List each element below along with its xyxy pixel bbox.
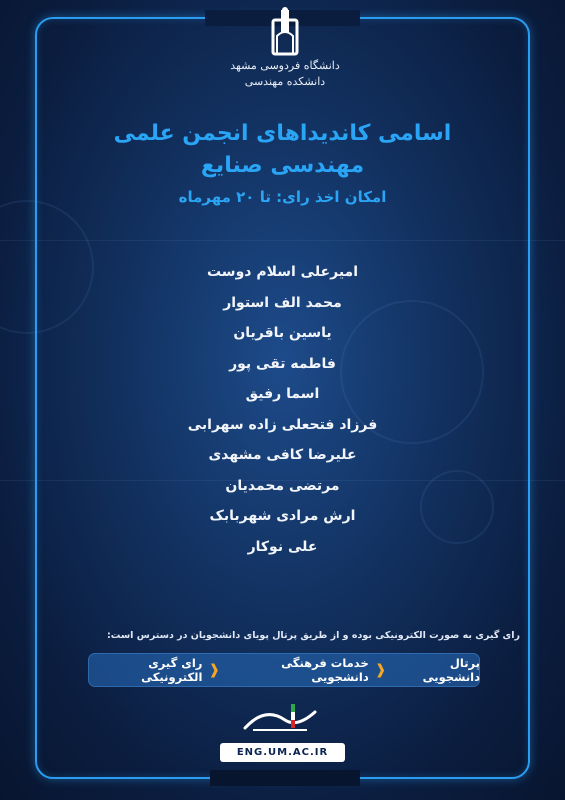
path-step-electronic-voting: رای گیری الکترونیکی [141,656,203,684]
candidate-name: فرزاد فتحعلی زاده سهرابی [187,416,378,433]
faculty-name: دانشکده مهندسی [244,75,326,88]
candidate-name: اسما رفیق [245,386,320,402]
arrow-left-icon: ❰ [208,662,221,678]
voting-deadline: امکان اخذ رای: تا ۲۰ مهرماه [178,188,387,206]
faculty-logo-icon [235,700,330,736]
faculty-logo [235,700,330,736]
candidate-name: مرتضی محمدیان [225,477,340,494]
voting-note: رای گیری به صورت الکترونیکی بوده و از طریق پرتال پویای دانشجویان در دسترس است: [106,630,520,641]
candidate-name: امیرعلی اسلام دوست [206,264,358,280]
candidate-name: ارش مرادی شهربابک [209,508,356,524]
university-emblem-icon [255,6,315,58]
portal-path [88,653,480,687]
title-line-2: مهندسی صنایع [200,153,365,178]
path-step-cultural-services: خدمات فرهنگی دانشجویی [281,656,369,684]
title-line-1: اسامی کاندیداهای انجمن علمی [113,121,452,146]
candidate-name: محمد الف استوار [223,294,342,311]
path-step-student-portal: پرتال دانشجویی [422,656,480,684]
logo-caption [215,58,355,90]
candidate-name: فاطمه تقی پور [229,355,336,372]
candidate-list [60,257,505,562]
page-title [60,118,505,182]
website-badge[interactable]: ENG.UM.AC.IR [220,743,345,762]
candidate-name: علی نوکار [247,538,318,555]
university-logo [255,6,315,106]
candidate-name: یاسین باقریان [233,325,332,341]
candidate-name: علیرضا کافی مشهدی [208,447,357,463]
arrow-left-icon: ❰ [374,662,387,678]
university-name: دانشگاه فردوسی مشهد [230,59,340,72]
frame-bottom-gap [210,770,360,786]
